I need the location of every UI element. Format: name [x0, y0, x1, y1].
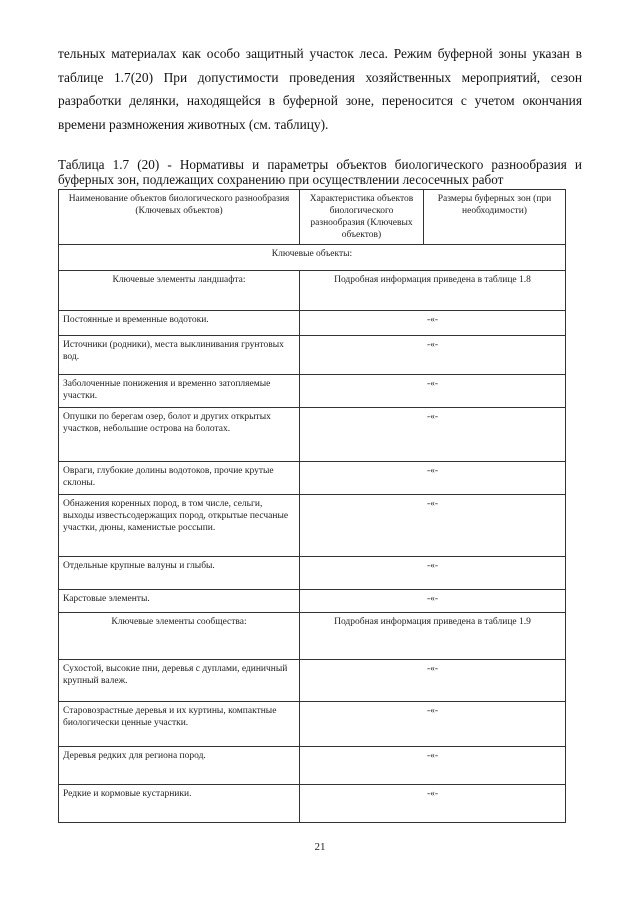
group-community-note: Подробная информация приведена в таблице 1.9	[300, 613, 566, 660]
row-object-name: Опушки по берегам озер, болот и других открытых участков, небольшие острова на болотах.	[59, 408, 300, 462]
table-row	[59, 702, 566, 747]
row-object-name: Карстовые элементы.	[59, 590, 300, 613]
group-row	[59, 271, 566, 311]
group-community-label: Ключевые элементы сообщества:	[59, 613, 300, 660]
row-value: -«-	[300, 747, 566, 785]
table-row	[59, 557, 566, 590]
table-row	[59, 408, 566, 462]
table-row	[59, 660, 566, 702]
table-row	[59, 462, 566, 495]
row-object-name: Заболоченные понижения и временно затопляемые участки.	[59, 375, 300, 408]
row-value: -«-	[300, 311, 566, 336]
section-key-objects: Ключевые объекты:	[59, 245, 566, 271]
row-value: -«-	[300, 375, 566, 408]
page-number: 21	[314, 841, 326, 853]
header-buffer-size: Размеры буферных зон (при необходимости)	[424, 190, 566, 245]
group-landscape-note: Подробная информация приведена в таблице 1.8	[300, 271, 566, 311]
row-object-name: Овраги, глубокие долины водотоков, прочие крутые склоны.	[59, 462, 300, 495]
intro-paragraph: тельных материалах как особо защитный участок леса. Режим буферной зоны указан в таблице 1.7(20) При допустимости проведения хозяйственных мероприятий, сезон разработки делянки, находящейся в буферной зоне, переносится с учетом окончания времени размножения животных (см. таблицу).	[58, 46, 582, 132]
header-characteristics: Характеристика объектов биологического разнообразия (Ключевых объектов)	[300, 190, 424, 245]
table-row	[59, 785, 566, 823]
row-value: -«-	[300, 785, 566, 823]
table-row	[59, 375, 566, 408]
section-row	[59, 245, 566, 271]
row-value: -«-	[300, 336, 566, 375]
row-object-name: Деревья редких для региона пород.	[59, 747, 300, 785]
table-row	[59, 747, 566, 785]
group-row	[59, 613, 566, 660]
row-object-name: Старовозрастные деревья и их куртины, компактные биологически ценные участки.	[59, 702, 300, 747]
table-row	[59, 495, 566, 557]
row-value: -«-	[300, 495, 566, 557]
row-object-name: Постоянные и временные водотоки.	[59, 311, 300, 336]
group-landscape-label: Ключевые элементы ландшафта:	[59, 271, 300, 311]
row-value: -«-	[300, 408, 566, 462]
row-value: -«-	[300, 660, 566, 702]
biodiversity-table	[58, 189, 566, 823]
row-object-name: Обнажения коренных пород, в том числе, сельги, выходы известьсодержащих пород, открытые песчаные участки, дюны, каменистые россыпи.	[59, 495, 300, 557]
table-row	[59, 590, 566, 613]
row-object-name: Отдельные крупные валуны и глыбы.	[59, 557, 300, 590]
table-caption: Таблица 1.7 (20) - Нормативы и параметры объектов биологического разнообразия и буферных зон, подлежащих сохранению при осуществлении лесосечных работ	[58, 157, 582, 187]
row-value: -«-	[300, 462, 566, 495]
table-row	[59, 336, 566, 375]
row-value: -«-	[300, 557, 566, 590]
table-row	[59, 311, 566, 336]
row-object-name: Сухостой, высокие пни, деревья с дуплами, единичный крупный валеж.	[59, 660, 300, 702]
table-header-row	[59, 190, 566, 245]
row-value: -«-	[300, 590, 566, 613]
row-object-name: Редкие и кормовые кустарники.	[59, 785, 300, 823]
row-value: -«-	[300, 702, 566, 747]
header-object-name: Наименование объектов биологического разнообразия (Ключевых объектов)	[59, 190, 300, 245]
row-object-name: Источники (родники), места выклинивания грунтовых вод.	[59, 336, 300, 375]
